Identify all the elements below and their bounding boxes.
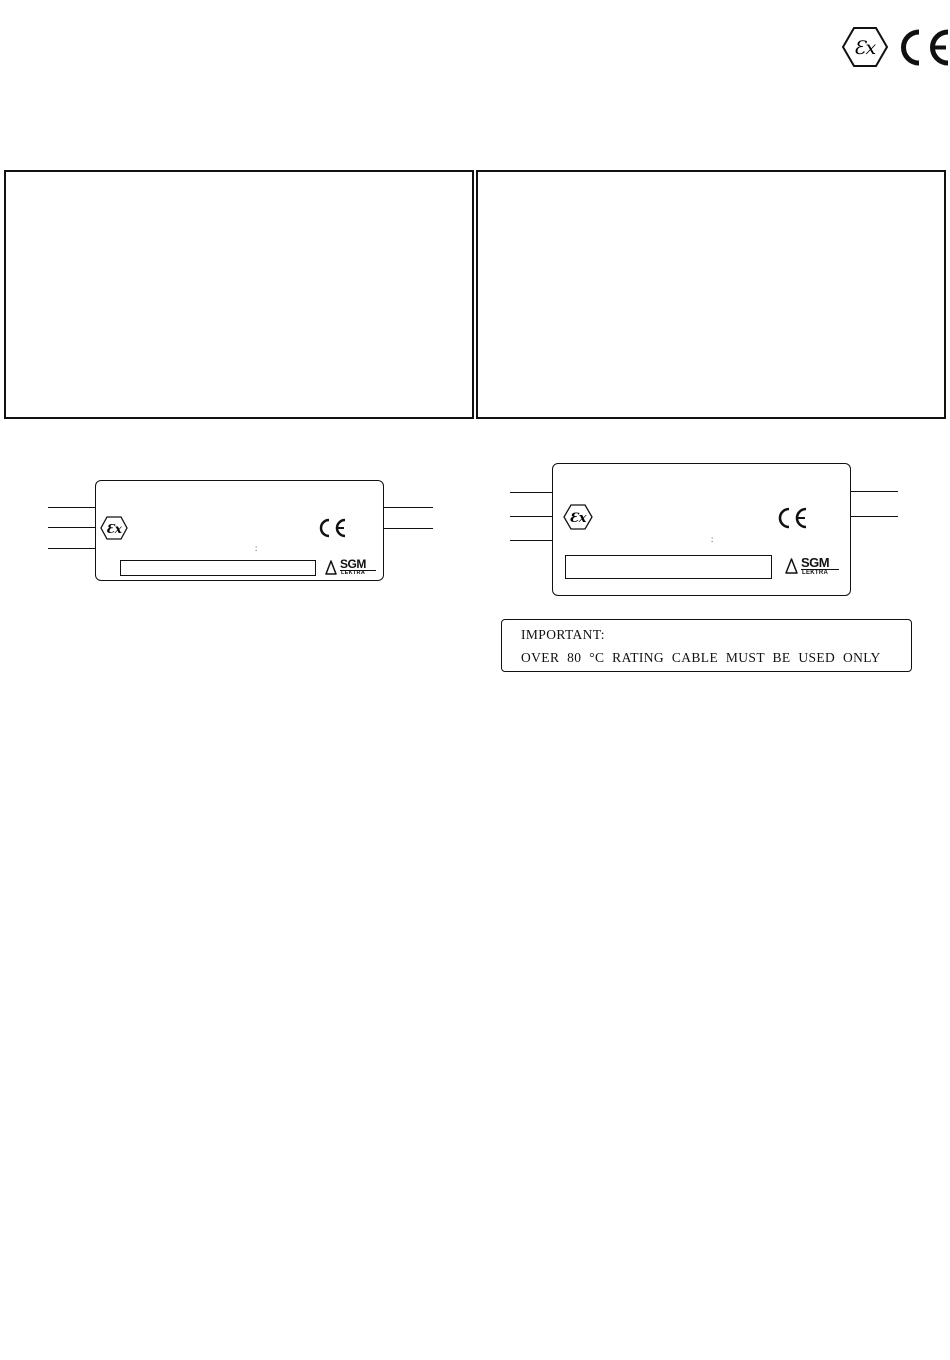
- right-panel: [476, 170, 946, 419]
- ce-mark-icon: [778, 507, 808, 529]
- serial-number-field: [565, 555, 772, 579]
- panel-frame: [4, 170, 946, 419]
- sgm-lektra-logo: [784, 556, 844, 578]
- logo-sub: LEKTRA: [802, 570, 829, 576]
- leader-line: [48, 548, 101, 549]
- triangle-logo-icon: [324, 559, 338, 576]
- sgm-lektra-logo: [324, 558, 380, 578]
- field-separator: :: [255, 544, 258, 553]
- nameplate-label: [552, 463, 851, 596]
- important-notice: [501, 619, 912, 672]
- ex-mark-icon: [563, 504, 593, 530]
- nameplate-label: [95, 480, 384, 581]
- triangle-logo-icon: [784, 557, 799, 575]
- svg-text:Ɛx: Ɛx: [569, 511, 587, 526]
- field-separator: :: [711, 535, 714, 544]
- svg-text:Ɛx: Ɛx: [106, 522, 122, 536]
- leader-line: [843, 491, 898, 492]
- svg-text:Ɛx: Ɛx: [853, 37, 877, 59]
- leader-line: [376, 528, 433, 529]
- leader-line: [510, 516, 558, 517]
- logo-brand: SGM: [801, 555, 830, 570]
- leader-line: [48, 527, 98, 528]
- leader-line: [843, 516, 898, 517]
- serial-number-field: [120, 560, 316, 576]
- ce-mark-icon: [903, 32, 948, 63]
- leader-line: [48, 507, 101, 508]
- ce-mark-icon: [319, 518, 347, 538]
- logo-sub: LEKTRA: [341, 570, 366, 576]
- notice-heading: IMPORTANT:: [521, 627, 605, 642]
- ex-mark-icon: [842, 26, 950, 70]
- logo-brand: SGM: [340, 557, 366, 571]
- leader-line: [376, 507, 433, 508]
- left-panel: [4, 170, 474, 419]
- header-marks: [842, 26, 950, 70]
- ex-mark-icon: [100, 516, 128, 540]
- notice-text: OVER 80 °C RATING CABLE MUST BE USED ONLY: [521, 650, 881, 665]
